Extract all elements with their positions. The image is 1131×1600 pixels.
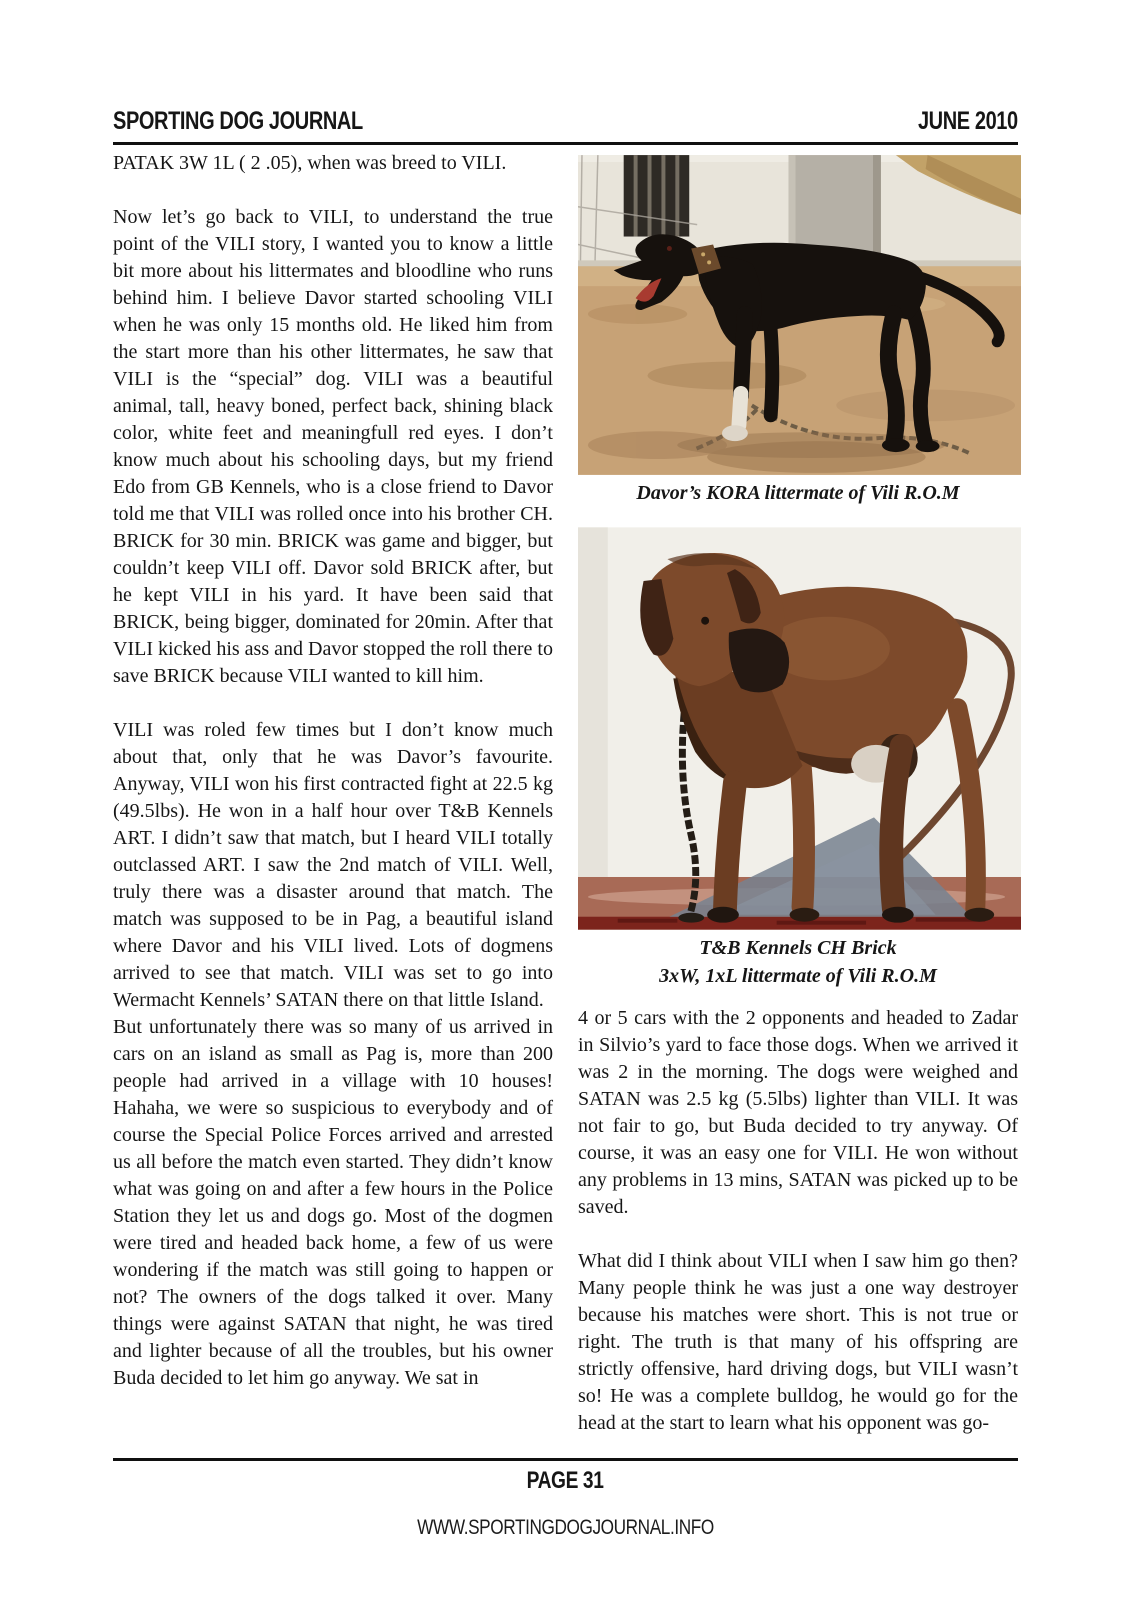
right-column-text [578, 1005, 1018, 1437]
left-column [113, 150, 553, 1437]
figure-caption [578, 934, 1018, 990]
paragraph: What did I think about VILI when I saw him go then? Many people think he was just a one way destroyer because his matches were short. This is not true or right. The truth is that many of his offspring are strictly offensive, hard driving dogs, but VILI wasn’t so! He was a complete bulldog, he would go for the head at the start to learn what his opponent was go- [578, 1250, 1018, 1434]
page-header [113, 107, 1018, 145]
figure-brick [578, 526, 1018, 990]
page-footer [113, 1458, 1018, 1495]
figure-kora [578, 154, 1018, 507]
brick-photo [578, 526, 1021, 931]
paragraph: PATAK 3W 1L ( 2 .05), when was breed to VILI. [113, 152, 507, 174]
barred-window [624, 155, 690, 236]
website-url: WWW.SPORTINGDOGJOURNAL.INFO [417, 1516, 714, 1539]
right-column [578, 150, 1018, 1437]
figure-caption: Davor’s KORA littermate of Vili R.O.M [636, 482, 960, 504]
paragraph: But unfortunately there was so many of us arrived in cars on an island as small as Pag is, more than 200 people had arrived in a village with 10 houses! Hahaha, we were so suspicious to everybody and of course the Special Police Forces arrived and arrested us all before the match even started. They didn’t know what was going on and after a few hours in the Police Station they let us and dogs go. Most of the dogmen were tired and headed back home, a few of us were wondering if the match was still going to happen or not? The owners of the dogs talked it over. Many things were against SATAN that night, he was tired and lighter because of all the troubles, but his owner Buda decided to let him go anyway. We sat in [113, 1016, 553, 1389]
caption-line: T&B Kennels CH Brick [699, 937, 897, 959]
paragraph: VILI was roled few times but I don’t know much about that, only that he was Davor’s favourite. Anyway, VILI won his first contracted fight at 22.5 kg (49.5lbs). He won in a half hour over T&B Kennels ART. I didn’t saw that match, but I heard VILI totally outclassed ART. I saw the 2nd match of VILI. Well, truly there was a disaster around that match. The match was supposed to be in Pag, a beautiful island where Davor and his VILI lived. Lots of dogmens arrived to see that match. VILI was set to go into Wermacht Kennels’ SATAN there on that little Island. [113, 719, 553, 1011]
issue-date: JUNE 2010 [918, 107, 1018, 135]
paragraph: Now let’s go back to VILI, to understand the true point of the VILI story, I wanted you to know a little bit more about his littermates and bloodline who runs behind him. I believe Davor started schooling VILI when he was only 15 months old. He liked him from the start more than his other littermates, he saw that VILI is the “special” dog. VILI was a beautiful animal, tall, heavy boned, perfect back, shining black color, white feet and meaningfull red eyes. I don’t know much about his schooling days, but my friend Edo from GB Kennels, who is a close friend to Davor told me that VILI was rolled once into his brother CH. BRICK for 30 min. BRICK was game and bigger, but couldn’t keep VILI off. Davor sold BRICK after, but he kept VILI in his yard. It have been said that BRICK, being bigger, dominated for 20min. After that VILI kicked his ass and Davor stopped the roll there to save BRICK because VILI wanted to kill him. [113, 206, 553, 687]
journal-title: SPORTING DOG JOURNAL [113, 107, 363, 135]
paragraph: 4 or 5 cars with the 2 opponents and headed to Zadar in Silvio’s yard to face those dogs. When we arrived it was 2 in the morning. The dogs were weighed and SATAN was 2.5 kg (5.5lbs) lighter than VILI. It was not fair to go, but Buda decided to try anyway. Of course, it was an easy one for VILI. He won without any problems in 13 mins, SATAN was picked up to be saved. [578, 1007, 1018, 1218]
article-body [113, 150, 1018, 1437]
kora-photo [578, 154, 1021, 476]
caption-line: 3xW, 1xL littermate of Vili R.O.M [659, 965, 937, 987]
page-number: PAGE 31 [527, 1467, 604, 1494]
